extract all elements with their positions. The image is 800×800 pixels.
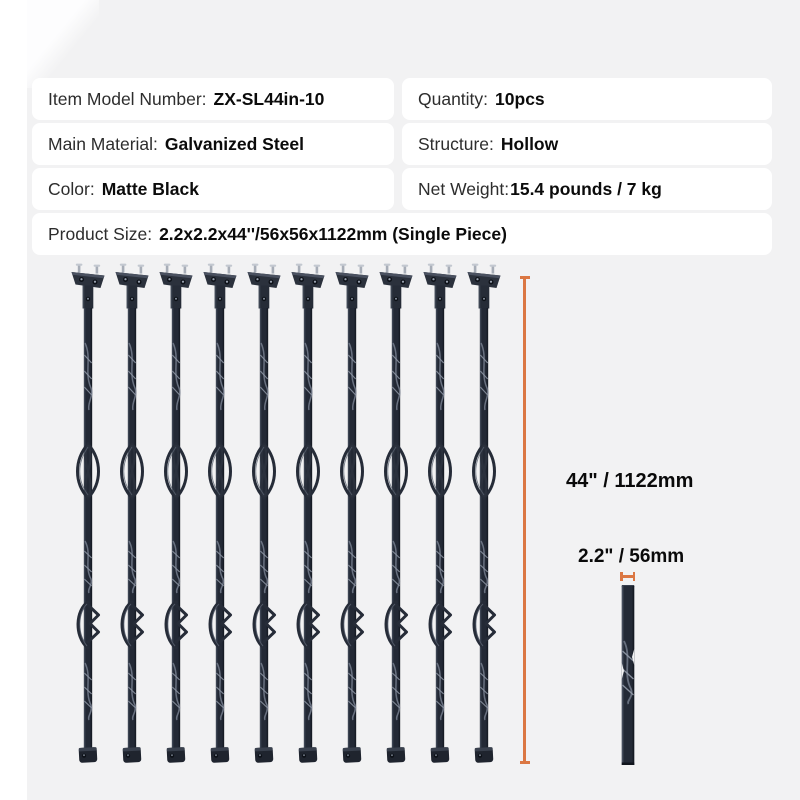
height-dimension-cap-top [520, 276, 530, 279]
baluster [380, 264, 413, 763]
baluster [204, 264, 237, 763]
spec-card-material [32, 123, 394, 165]
spec-card-item-model [32, 78, 394, 120]
spec-value: Hollow [500, 133, 559, 154]
spec-card-quantity [402, 78, 772, 120]
left-white-band [0, 0, 27, 800]
spec-card-product-size [32, 213, 772, 255]
baluster [248, 264, 281, 763]
spec-label: Quantity: [418, 88, 489, 109]
spec-value: 15.4 pounds / 7 kg [510, 178, 662, 199]
spec-grid [32, 78, 772, 255]
baluster [116, 264, 149, 763]
spec-value: 2.2x2.2x44''/56x56x1122mm (Single Piece) [159, 223, 507, 244]
width-dimension-marker [620, 572, 635, 581]
height-dimension-label: 44" / 1122mm [566, 470, 694, 492]
baluster [424, 264, 457, 763]
spec-card-net-weight [402, 168, 772, 210]
spec-label: Main Material: [48, 133, 158, 154]
width-dimension-label: 2.2" / 56mm [578, 546, 685, 567]
spec-label: Product Size: [48, 223, 153, 244]
spec-value: Matte Black [101, 178, 199, 199]
baluster [468, 264, 501, 763]
spec-value: ZX-SL44in-10 [213, 88, 325, 109]
spec-label: Structure: [418, 133, 494, 154]
baluster [72, 264, 105, 763]
baluster [160, 264, 193, 763]
balusters-group [72, 264, 501, 763]
width-marker-tick-right [633, 572, 636, 581]
spec-value: Galvanized Steel [164, 133, 304, 154]
spec-card-color [32, 168, 394, 210]
spec-label: Net Weight: [418, 178, 510, 199]
baluster [292, 264, 325, 763]
single-baluster-detail-illustration [616, 585, 640, 767]
height-dimension-line [523, 277, 526, 763]
corner-highlight [27, 0, 99, 88]
spec-value: 10pcs [495, 88, 545, 109]
balusters-row-illustration [66, 263, 506, 765]
spec-label: Color: [48, 178, 95, 199]
baluster [336, 264, 369, 763]
spec-label: Item Model Number: [48, 88, 207, 109]
height-dimension-cap-bottom [520, 761, 530, 764]
spec-card-structure [402, 123, 772, 165]
